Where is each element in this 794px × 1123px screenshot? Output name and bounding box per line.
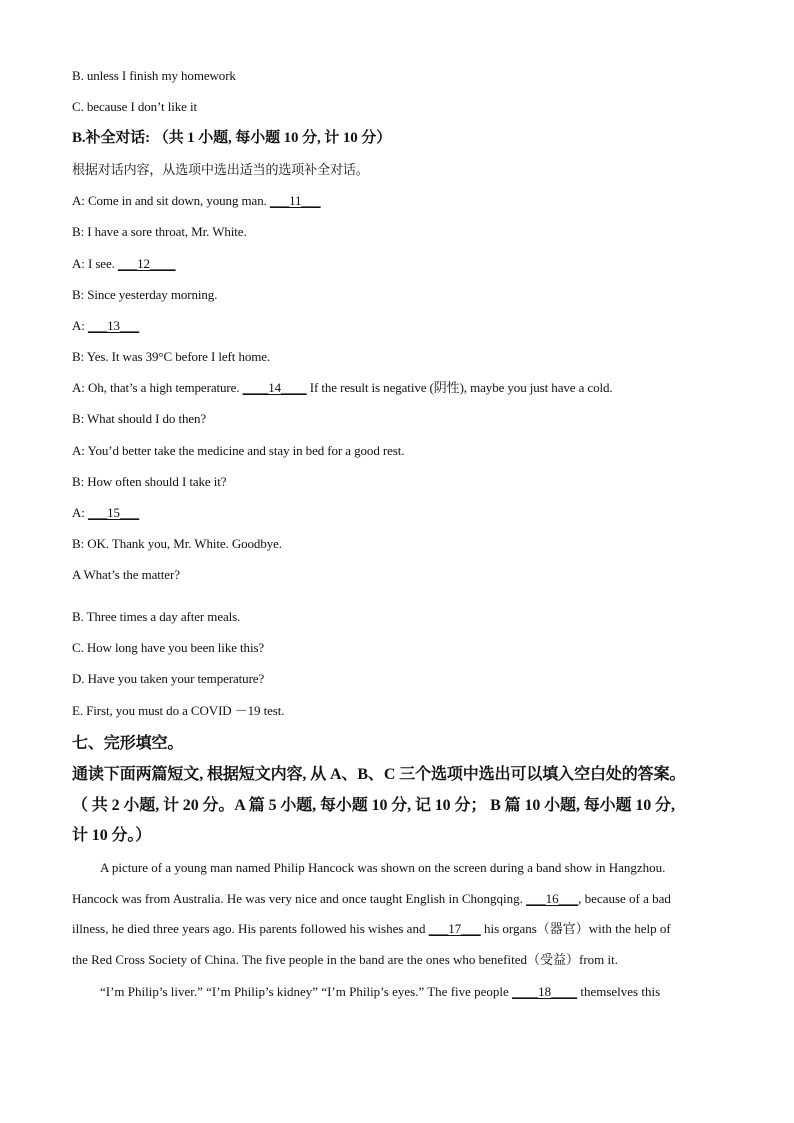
passage-text: themselves this xyxy=(577,984,661,999)
passage-line-5 xyxy=(72,984,750,1000)
option-b-prev: B. unless I finish my homework xyxy=(72,68,236,83)
passage-line-1: A picture of a young man named Philip Hancock was shown on the screen during a band show in Hangzhou. xyxy=(100,860,666,875)
dialogue-text: A: xyxy=(72,318,88,333)
section-7-instruction-1: 通读下面两篇短文, 根据短文内容, 从 A、B、C 三个选项中选出可以填入空白处的答案。 xyxy=(72,766,686,783)
dialogue-text: If the result is negative (阴性), maybe you just have a cold. xyxy=(306,380,613,395)
passage-line-3 xyxy=(72,921,722,937)
blank-11: ___11___ xyxy=(269,193,321,208)
blank-13: ___13___ xyxy=(87,318,140,333)
option-b: B. Three times a day after meals. xyxy=(72,609,241,624)
dialogue-text: A: xyxy=(72,505,88,520)
dialogue-line-11 xyxy=(72,505,139,521)
section-b-instruction: 根据对话内容，从选项中选出适当的选项补全对话。 xyxy=(72,162,369,177)
blank-16: ___16___ xyxy=(526,891,579,906)
passage-text: “I’m Philip’s liver.” “I’m Philip’s kidney” “I’m Philip’s eyes.” The five people xyxy=(100,984,513,999)
passage-line-2 xyxy=(72,891,722,907)
passage-text: , because of a bad xyxy=(578,891,671,906)
dialogue-line-2: B: I have a sore throat, Mr. White. xyxy=(72,224,247,239)
option-a: A What’s the matter? xyxy=(72,567,180,582)
blank-14: ____14____ xyxy=(242,380,307,395)
section-7-title: 七、完形填空。 xyxy=(72,735,184,752)
option-c: C. How long have you been like this? xyxy=(72,640,265,655)
option-c-prev: C. because I don’t like it xyxy=(72,99,197,114)
dialogue-line-9: A: You’d better take the medicine and stay in bed for a good rest. xyxy=(72,443,405,458)
blank-15: ___15___ xyxy=(87,505,140,520)
option-e: E. First, you must do a COVID －19 test. xyxy=(72,703,285,718)
dialogue-text: A: Come in and sit down, young man. xyxy=(72,193,270,208)
dialogue-line-3 xyxy=(72,256,176,272)
option-d: D. Have you taken your temperature? xyxy=(72,671,265,686)
passage-text: his organs（器官）with the help of xyxy=(480,921,671,936)
dialogue-line-4: B: Since yesterday morning. xyxy=(72,287,218,302)
passage-line-4: the Red Cross Society of China. The five people in the band are the ones who benefited（受益）from it. xyxy=(72,952,618,967)
blank-17: ___17___ xyxy=(428,921,481,936)
dialogue-line-12: B: OK. Thank you, Mr. White. Goodbye. xyxy=(72,536,282,551)
dialogue-line-5 xyxy=(72,318,139,334)
section-7-instruction-3: 计 10 分。） xyxy=(72,827,152,844)
dialogue-text: A: I see. xyxy=(72,256,118,271)
dialogue-line-7 xyxy=(72,380,613,396)
section-b-heading: B.补全对话: （共 1 小题, 每小题 10 分, 计 10 分） xyxy=(72,130,392,146)
dialogue-line-1 xyxy=(72,193,321,209)
dialogue-line-6: B: Yes. It was 39°C before I left home. xyxy=(72,349,271,364)
dialogue-line-10: B: How often should I take it? xyxy=(72,474,227,489)
passage-text: Hancock was from Australia. He was very nice and once taught English in Chongqing. xyxy=(72,891,527,906)
passage-text: illness, he died three years ago. His parents followed his wishes and xyxy=(72,921,429,936)
blank-18: ____18____ xyxy=(512,984,578,999)
section-7-instruction-2: （ 共 2 小题, 计 20 分。A 篇 5 小题, 每小题 10 分, 记 10 分； B 篇 10 小题, 每小题 10 分, xyxy=(72,797,675,814)
blank-12: ___12____ xyxy=(117,256,176,271)
dialogue-text: A: Oh, that’s a high temperature. xyxy=(72,380,243,395)
dialogue-line-8: B: What should I do then? xyxy=(72,411,207,426)
